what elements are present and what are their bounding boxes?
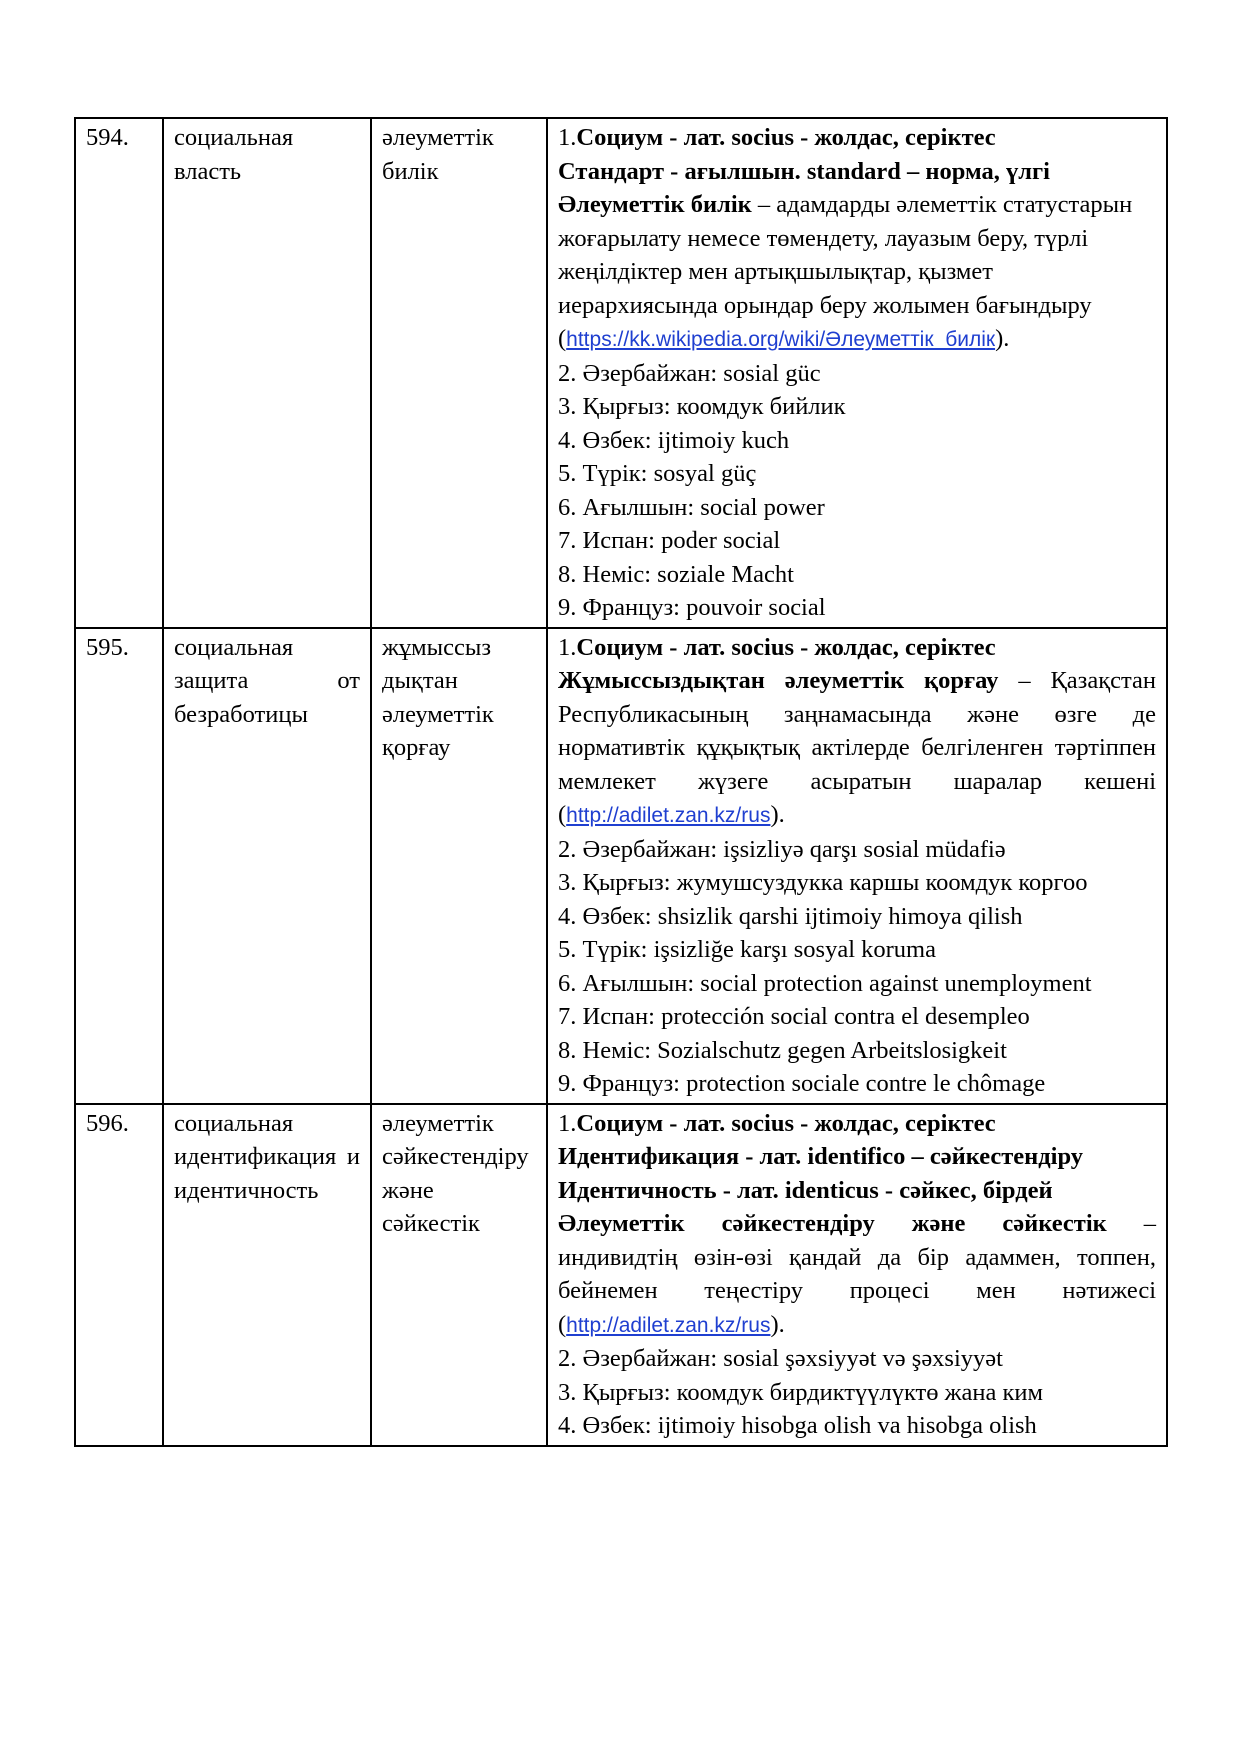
definition-text: Әлеуметтік билік – адамдарды әлеметтік статустарын жоғарылату немесе төмендету, лауазым беру, түрлі жеңілдіктер мен артықшылықтар, қызмет иерархиясында орындар беру жолымен бағындыру (https://kk.wikipedia.org/wiki/Әлеуметтік_билік). <box>558 191 1133 352</box>
source-link[interactable]: http://adilet.zan.kz/rus <box>566 1313 771 1337</box>
entry-number: 596. <box>75 1104 163 1446</box>
etymology-line: 1.Социум - лат. socius - жолдас, серіктес <box>558 124 996 151</box>
etymology-line: 1.Социум - лат. socius - жолдас, серіктес <box>558 633 996 661</box>
russian-term: социальная защита от безработицы <box>163 628 371 1104</box>
translation-line: 8. Неміс: Sozialschutz gegen Arbeitslosigkeit <box>558 1036 1007 1064</box>
definition-cell <box>547 118 1167 628</box>
entry-number: 594. <box>75 118 163 628</box>
source-link[interactable]: http://adilet.zan.kz/rus <box>566 804 771 827</box>
translation-line: 6. Ағылшын: social protection against unemployment <box>558 969 1092 997</box>
kazakh-term: әлеуметтік билік <box>371 118 547 628</box>
translation-line: 9. Француз: pouvoir social <box>558 594 826 621</box>
entry-number: 595. <box>75 628 163 1104</box>
russian-term: социальная идентификация и идентичность <box>163 1104 371 1446</box>
source-link[interactable]: https://kk.wikipedia.org/wiki/Әлеуметтік_билік <box>566 328 996 351</box>
translation-line: 2. Әзербайжан: sosial güc <box>558 359 821 387</box>
definition-text: Жұмыссыздықтан әлеуметтік қорғау – Қазақстан Республикасының заңнамасында және өзге де нормативтік құқықтық актілерде белгіленген тәртіппен мемлекет жүзеге асыратын шаралар кешені (http://adilet.zan.kz/rus). <box>558 667 1156 828</box>
translation-line: 2. Әзербайжан: sosial şəxsiyyət və şəxsiyyət <box>558 1345 1003 1372</box>
kazakh-term: әлеуметтік сәйкестендіру және сәйкестік <box>371 1104 547 1446</box>
table-row <box>75 1104 1167 1446</box>
etymology-line: 1.Социум - лат. socius - жолдас, серіктес <box>558 1109 996 1137</box>
translation-line: 2. Әзербайжан: işsizliyə qarşı sosial müdafiə <box>558 835 1006 863</box>
translation-line: 5. Түрік: sosyal güç <box>558 460 757 487</box>
translation-line: 7. Испан: protección social contra el desempleo <box>558 1003 1030 1030</box>
etymology-line: Стандарт - ағылшын. standard – норма, үлгі <box>558 157 1050 185</box>
translation-line: 3. Қырғыз: жумушсуздукка каршы коомдук коргоо <box>558 869 1088 896</box>
table-row <box>75 118 1167 628</box>
definition-cell <box>547 1104 1167 1446</box>
translation-line: 4. Өзбек: shsizlik qarshi ijtimoiy himoya qilish <box>558 902 1023 930</box>
etymology-line: Идентификация - лат. identifico – сәйкестендіру <box>558 1143 1084 1170</box>
etymology-line: Идентичность - лат. identicus - сәйкес, бірдей <box>558 1176 1053 1204</box>
translation-line: 3. Қырғыз: коомдук бийлик <box>558 393 846 420</box>
translation-line: 4. Өзбек: ijtimoiy kuch <box>558 426 790 454</box>
dictionary-table <box>74 117 1168 1447</box>
translation-line: 8. Неміс: soziale Macht <box>558 560 794 588</box>
kazakh-term: жұмыссыз дықтан әлеуметтік қорғау <box>371 628 547 1104</box>
translation-line: 4. Өзбек: ijtimoiy hisobga olish va hisobga olish <box>558 1412 1037 1439</box>
translation-line: 9. Француз: protection sociale contre le chômage <box>558 1070 1046 1097</box>
table-row <box>75 628 1167 1104</box>
translation-line: 6. Ағылшын: social power <box>558 493 825 521</box>
definition-cell <box>547 628 1167 1104</box>
definition-text: Әлеуметтік сәйкестендіру және сәйкестік – индивидтің өзін-өзі қандай да бір адаммен, топпен, бейнемен теңестіру процесі мен нәтижесі (http://adilet.zan.kz/rus). <box>558 1210 1157 1338</box>
translation-line: 7. Испан: poder social <box>558 527 781 554</box>
translation-line: 5. Түрік: işsizliğe karşı sosyal koruma <box>558 936 936 963</box>
russian-term: социальная власть <box>163 118 371 628</box>
translation-line: 3. Қырғыз: коомдук бирдиктүүлүктө жана ким <box>558 1378 1044 1406</box>
